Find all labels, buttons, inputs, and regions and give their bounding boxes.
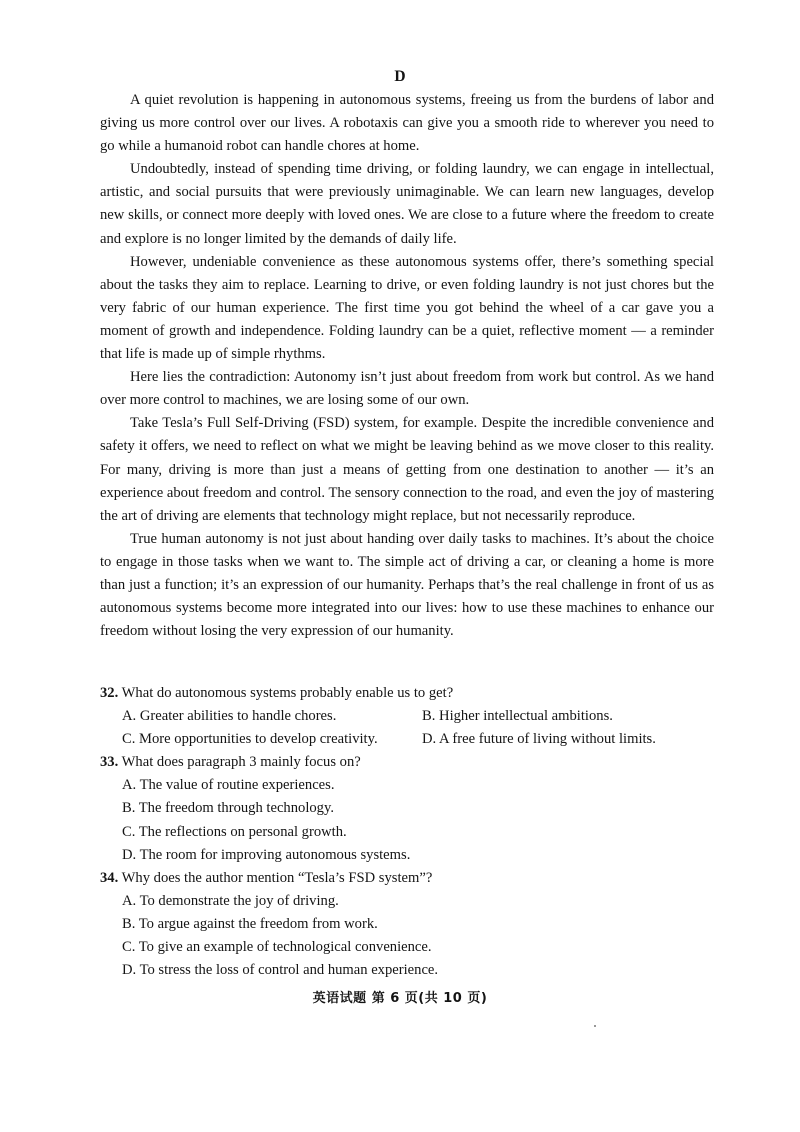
question-text: Why does the author mention “Tesla’s FSD system”? [121, 869, 433, 886]
option-b: B. The freedom through technology. [122, 800, 334, 817]
question-stem [100, 867, 714, 890]
option-list [100, 890, 714, 982]
passage-paragraph-3: However, undeniable convenience as these autonomous systems offer, there’s something special about the tasks they aim to replace. Learning to drive, or even folding laundry is not just chores but the very fabric of our human experience. The first time you got behind the wheel of a car gave you a moment of growth and independence. Folding laundry can be a quiet, reflective moment — a reminder that life is made up of simple rhythms. [100, 253, 714, 363]
option-c: C. To give an example of technological convenience. [122, 939, 432, 956]
question-text: What do autonomous systems probably enable us to get? [121, 685, 454, 701]
reading-passage [100, 89, 714, 643]
question-34 [100, 867, 714, 982]
question-stem [100, 751, 714, 774]
option-a: A. The value of routine experiences. [122, 777, 335, 794]
section-heading: D [394, 68, 406, 85]
question-number: 33. [100, 754, 119, 771]
question-33 [100, 751, 714, 866]
option-d: D. The room for improving autonomous systems. [122, 846, 411, 863]
question-32 [100, 682, 714, 751]
question-list [100, 682, 714, 982]
option-b: B. Higher intellectual ambitions. [422, 708, 613, 725]
question-number: 34. [100, 869, 119, 886]
passage-paragraph-1: A quiet revolution is happening in autonomous systems, freeing us from the burdens of labor and giving us more control over our lives. A robotaxis can give you a smooth ride to wherever you need to go while a humanoid robot can handle chores at home. [100, 92, 714, 155]
question-text: What does paragraph 3 mainly focus on? [121, 754, 361, 771]
option-d: D. To stress the loss of control and human experience. [122, 962, 439, 979]
option-a: A. Greater abilities to handle chores. [122, 708, 337, 725]
option-list [100, 774, 714, 866]
option-b: B. To argue against the freedom from work. [122, 915, 378, 932]
option-c: C. The reflections on personal growth. [122, 823, 347, 840]
passage-paragraph-5: Take Tesla’s Full Self-Driving (FSD) system, for example. Despite the incredible convenience and safety it offers, we need to reflect on what we might be leaving behind as we move closer to this reality. For many, driving is more than just a means of getting from one destination to another — it’s an experience about freedom and control. The sensory connection to the road, and even the joy of mastering the art of driving are elements that technology might replace, but not necessarily reproduce. [100, 415, 714, 524]
option-d: D. A free future of living without limits. [422, 731, 656, 748]
option-c: C. More opportunities to develop creativity. [122, 731, 378, 748]
question-stem [100, 682, 714, 705]
option-a: A. To demonstrate the joy of driving. [122, 892, 339, 909]
passage-paragraph-2: Undoubtedly, instead of spending time driving, or folding laundry, we can engage in intellectual, artistic, and social pursuits that were previously unimaginable. We can learn new languages, develop new skills, or connect more deeply with loved ones. We are close to a future where the freedom to create and explore is no longer limited by the demands of daily life. [100, 161, 714, 247]
passage-paragraph-4: Here lies the contradiction: Autonomy isn’t just about freedom from work but control. As we hand over more control to machines, we are losing some of our own. [100, 369, 714, 409]
question-number: 32. [100, 685, 119, 701]
page-footer: 英语试题 第 6 页(共 10 页) [312, 991, 488, 1006]
passage-paragraph-6: True human autonomy is not just about handing over daily tasks to machines. It’s about the choice to engage in those tasks when we want to. The simple act of driving a car, or cleaning a home is more than just a function; it’s an expression of our humanity. Perhaps that’s the real challenge in front of us as autonomous systems become more integrated into our lives: how to use these machines to enhance our freedom without losing the very expression of our humanity. [100, 530, 714, 640]
option-list [100, 705, 714, 751]
scan-speck [594, 1025, 596, 1027]
